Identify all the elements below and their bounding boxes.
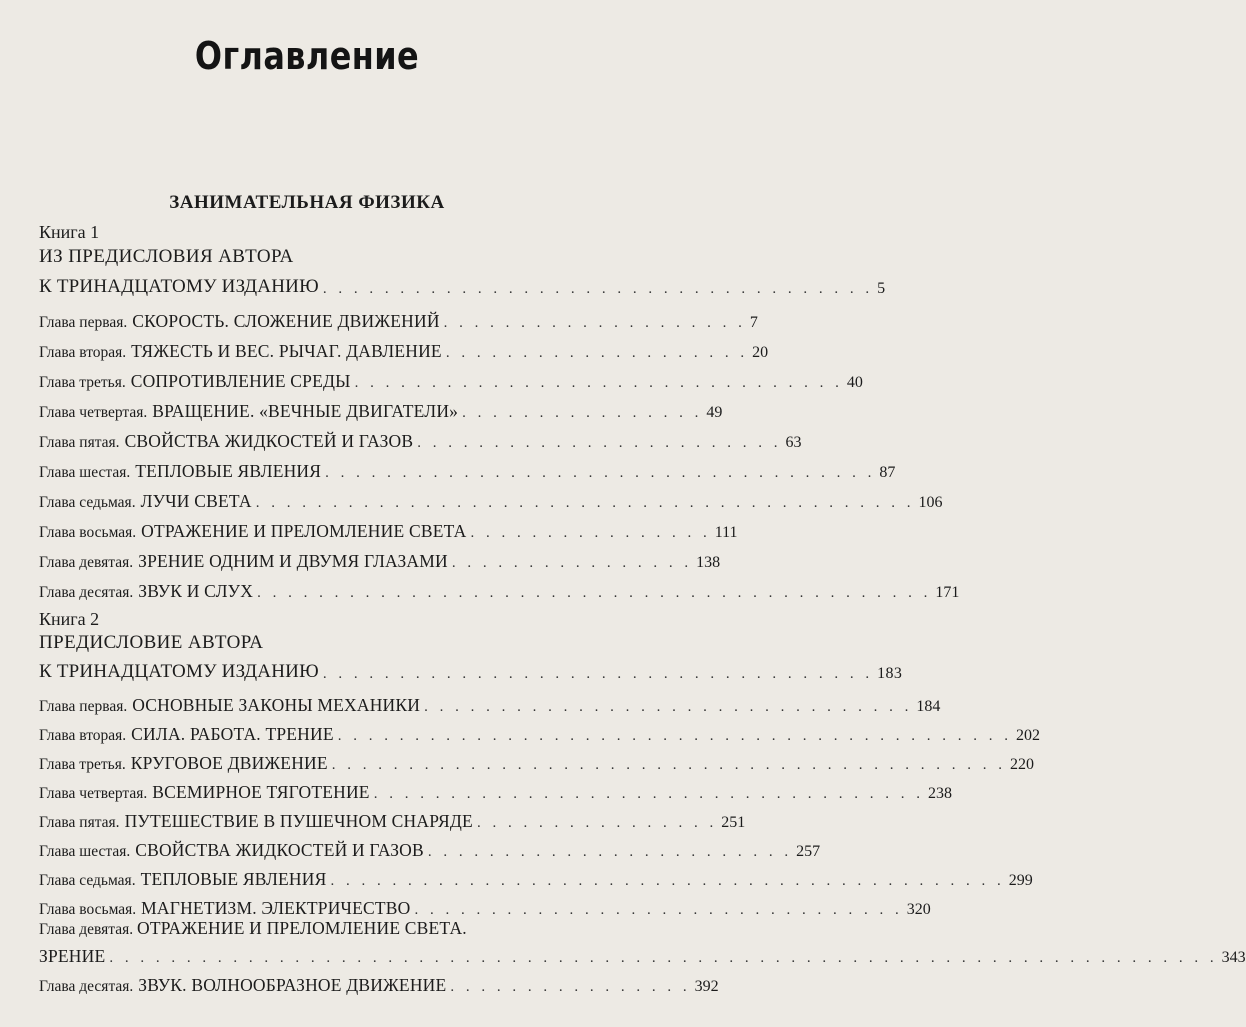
chapter-prefix: Глава вторая.: [39, 344, 127, 361]
toc-entry[interactable]: [39, 516, 738, 542]
page-number: 7: [749, 314, 758, 331]
toc-entry[interactable]: [39, 777, 952, 803]
page-number: 87: [879, 464, 896, 481]
toc-entry[interactable]: [39, 456, 896, 482]
page-number: 106: [918, 494, 943, 511]
book-heading-line: ИЗ ПРЕДИСЛОВИЯ АВТОРА: [39, 246, 294, 267]
page-number: 202: [1015, 727, 1040, 744]
chapter-prefix: Глава седьмая.: [39, 494, 136, 511]
dot-leader: . . . . . . . . . . . . . . . . . . . . . . . . . . . . . . . . . . . . . . . . . . . . . . . . . . . . . . . . . . . . . . . . . . . . . . . .: [109, 950, 1218, 966]
chapter-prefix: Глава четвертая.: [39, 404, 148, 421]
chapter-prefix: Глава восьмая.: [39, 901, 137, 918]
chapter-prefix: Глава шестая.: [39, 843, 131, 860]
dot-leader: . . . . . . . . . . . . . . . .: [451, 555, 693, 571]
page-number: 5: [877, 280, 886, 297]
toc-entry[interactable]: [39, 396, 723, 422]
toc-entry[interactable]: [39, 719, 1040, 745]
dot-leader: . . . . . . . . . . . . . . . . . . . . . . . . . . . . . . . . . . . . . . . . . . . .: [330, 873, 1005, 889]
chapter-title: ВРАЩЕНИЕ. «ВЕЧНЫЕ ДВИГАТЕЛИ»: [152, 401, 459, 421]
dot-leader: . . . . . . . . . . . . . . . .: [450, 979, 691, 995]
dot-leader: . . . . . . . . . . . . . . . . . . . . . . . . . . . . . . . . . . . .: [325, 465, 876, 481]
entry-title: К ТРИНАДЦАТОМУ ИЗДАНИЮ: [39, 276, 319, 297]
chapter-prefix: Глава шестая.: [39, 464, 131, 481]
toc-entry[interactable]: [39, 835, 821, 861]
book-series-title: ЗАНИМАТЕЛЬНАЯ ФИЗИКА: [169, 192, 445, 213]
dot-leader: . . . . . . . . . . . . . . . . . . . . . . . . . . . . . . . . . . . . . . . . . . . .: [337, 728, 1012, 744]
chapter-title: ОТРАЖЕНИЕ И ПРЕЛОМЛЕНИЕ СВЕТА.: [137, 918, 467, 938]
chapter-title: ЗВУК И СЛУХ: [138, 581, 254, 601]
chapter-prefix: Глава девятая.: [39, 554, 134, 571]
page-number: 183: [877, 665, 903, 682]
dot-leader: . . . . . . . . . . . . . . . . . . . . . . . . . . . . . . . .: [414, 902, 903, 918]
chapter-prefix: Глава четвертая.: [39, 785, 148, 802]
page-number: 184: [916, 698, 941, 715]
dot-leader: . . . . . . . . . . . . . . . . . . . . . . . .: [427, 844, 793, 860]
chapter-title: СВОЙСТВА ЖИДКОСТЕЙ И ГАЗОВ: [124, 431, 414, 451]
chapter-title: КРУГОВОЕ ДВИЖЕНИЕ: [130, 753, 328, 773]
toc-entry[interactable]: [39, 486, 943, 512]
chapter-title: ЗВУК. ВОЛНООБРАЗНОЕ ДВИЖЕНИЕ: [138, 975, 447, 995]
page-number: 63: [785, 434, 802, 451]
page-number: 171: [935, 584, 960, 601]
chapter-prefix: Глава седьмая.: [39, 872, 136, 889]
page-number: 299: [1008, 872, 1033, 889]
chapter-title: МАГНЕТИЗМ. ЭЛЕКТРИЧЕСТВО: [141, 898, 411, 918]
dot-leader: . . . . . . . . . . . . . . . . . . . .: [443, 315, 746, 331]
chapter-title: СИЛА. РАБОТА. ТРЕНИЕ: [131, 724, 334, 744]
toc-entry[interactable]: [39, 970, 719, 996]
dot-leader: . . . . . . . . . . . . . . . . . . . . . . . .: [417, 435, 782, 451]
toc-entry[interactable]: [39, 546, 721, 572]
page-number: 138: [696, 554, 721, 571]
book-label: Книга 2: [39, 609, 100, 629]
chapter-prefix: Глава восьмая.: [39, 524, 137, 541]
toc-entry[interactable]: [39, 690, 941, 716]
toc-entry-line[interactable]: [39, 918, 467, 939]
toc-entry[interactable]: [39, 366, 863, 392]
book-heading-line: ПРЕДИСЛОВИЕ АВТОРА: [39, 632, 264, 653]
page-number: 320: [906, 901, 931, 918]
chapter-prefix: Глава первая.: [39, 698, 128, 715]
entry-title: К ТРИНАДЦАТОМУ ИЗДАНИЮ: [39, 661, 319, 682]
toc-entry[interactable]: [39, 748, 1035, 774]
toc-entry[interactable]: [39, 426, 802, 452]
chapter-prefix: Глава девятая.: [39, 921, 134, 938]
toc-entry[interactable]: [39, 657, 903, 683]
page-number: 392: [694, 978, 719, 995]
chapter-prefix: Глава вторая.: [39, 727, 127, 744]
toc-entry[interactable]: [39, 336, 769, 362]
dot-leader: . . . . . . . . . . . . . . . .: [476, 815, 718, 831]
dot-leader: . . . . . . . . . . . . . . . . . . . .: [445, 345, 749, 361]
toc-entry[interactable]: [39, 864, 1033, 890]
dot-leader: . . . . . . . . . . . . . . . . . . . . . . . . . . . . . . . . . . . . . . . . . . . .: [331, 757, 1007, 773]
chapter-prefix: Глава третья.: [39, 374, 126, 391]
chapter-title: ТЕПЛОВЫЕ ЯВЛЕНИЯ: [135, 461, 322, 481]
book-label: Книга 1: [39, 222, 100, 242]
dot-leader: . . . . . . . . . . . . . . . . . . . . . . . . . . . . . . . . . . . .: [322, 281, 874, 297]
page-number: 49: [706, 404, 723, 421]
page-number: 251: [721, 814, 746, 831]
toc-entry[interactable]: [39, 941, 1246, 967]
chapter-prefix: Глава десятая.: [39, 584, 134, 601]
chapter-title: ЛУЧИ СВЕТА: [140, 491, 252, 511]
chapter-title: ОТРАЖЕНИЕ И ПРЕЛОМЛЕНИЕ СВЕТА: [141, 521, 467, 541]
chapter-title: СВОЙСТВА ЖИДКОСТЕЙ И ГАЗОВ: [135, 840, 424, 860]
page-number: 111: [714, 524, 738, 541]
toc-entry[interactable]: [39, 893, 931, 919]
dot-leader: . . . . . . . . . . . . . . . .: [470, 525, 711, 541]
dot-leader: . . . . . . . . . . . . . . . . . . . . . . . . . . . . . . . . . . . . . . . . . . . .: [257, 585, 932, 601]
dot-leader: . . . . . . . . . . . . . . . . . . . . . . . . . . . . . . . . . . . .: [322, 666, 874, 682]
page-number: 220: [1010, 756, 1035, 773]
page-number: 238: [927, 785, 952, 802]
chapter-prefix: Глава третья.: [39, 756, 126, 773]
page-title: Оглавление: [194, 34, 420, 78]
chapter-title-continuation: ЗРЕНИЕ: [39, 946, 106, 966]
toc-entry[interactable]: [39, 272, 886, 298]
chapter-title: ТЯЖЕСТЬ И ВЕС. РЫЧАГ. ДАВЛЕНИЕ: [131, 341, 442, 361]
toc-entry[interactable]: [39, 576, 960, 602]
dot-leader: . . . . . . . . . . . . . . . . . . . . . . . . . . . . . . . . . . . .: [373, 786, 924, 802]
dot-leader: . . . . . . . . . . . . . . . .: [462, 405, 703, 421]
page-number: 40: [846, 374, 863, 391]
dot-leader: . . . . . . . . . . . . . . . . . . . . . . . . . . . . . . . . . . . . . . . . . . .: [255, 495, 915, 511]
page-number: 20: [752, 344, 769, 361]
chapter-prefix: Глава пятая.: [39, 434, 120, 451]
chapter-title: ЗРЕНИЕ ОДНИМ И ДВУМЯ ГЛАЗАМИ: [138, 551, 448, 571]
chapter-prefix: Глава первая.: [39, 314, 128, 331]
chapter-title: ВСЕМИРНОЕ ТЯГОТЕНИЕ: [152, 782, 370, 802]
dot-leader: . . . . . . . . . . . . . . . . . . . . . . . . . . . . . . . .: [424, 699, 913, 715]
chapter-title: ПУТЕШЕСТВИЕ В ПУШЕЧНОМ СНАРЯДЕ: [124, 811, 473, 831]
dot-leader: . . . . . . . . . . . . . . . . . . . . . . . . . . . . . . . .: [354, 375, 843, 391]
page-number: 343: [1221, 949, 1246, 966]
chapter-title: ОСНОВНЫЕ ЗАКОНЫ МЕХАНИКИ: [132, 695, 421, 715]
chapter-title: ТЕПЛОВЫЕ ЯВЛЕНИЯ: [140, 869, 327, 889]
chapter-prefix: Глава десятая.: [39, 978, 134, 995]
page-number: 257: [796, 843, 821, 860]
toc-entry[interactable]: [39, 806, 746, 832]
chapter-prefix: Глава пятая.: [39, 814, 120, 831]
toc-entry[interactable]: [39, 306, 758, 332]
chapter-title: СКОРОСТЬ. СЛОЖЕНИЕ ДВИЖЕНИЙ: [132, 311, 440, 331]
chapter-title: СОПРОТИВЛЕНИЕ СРЕДЫ: [130, 371, 351, 391]
